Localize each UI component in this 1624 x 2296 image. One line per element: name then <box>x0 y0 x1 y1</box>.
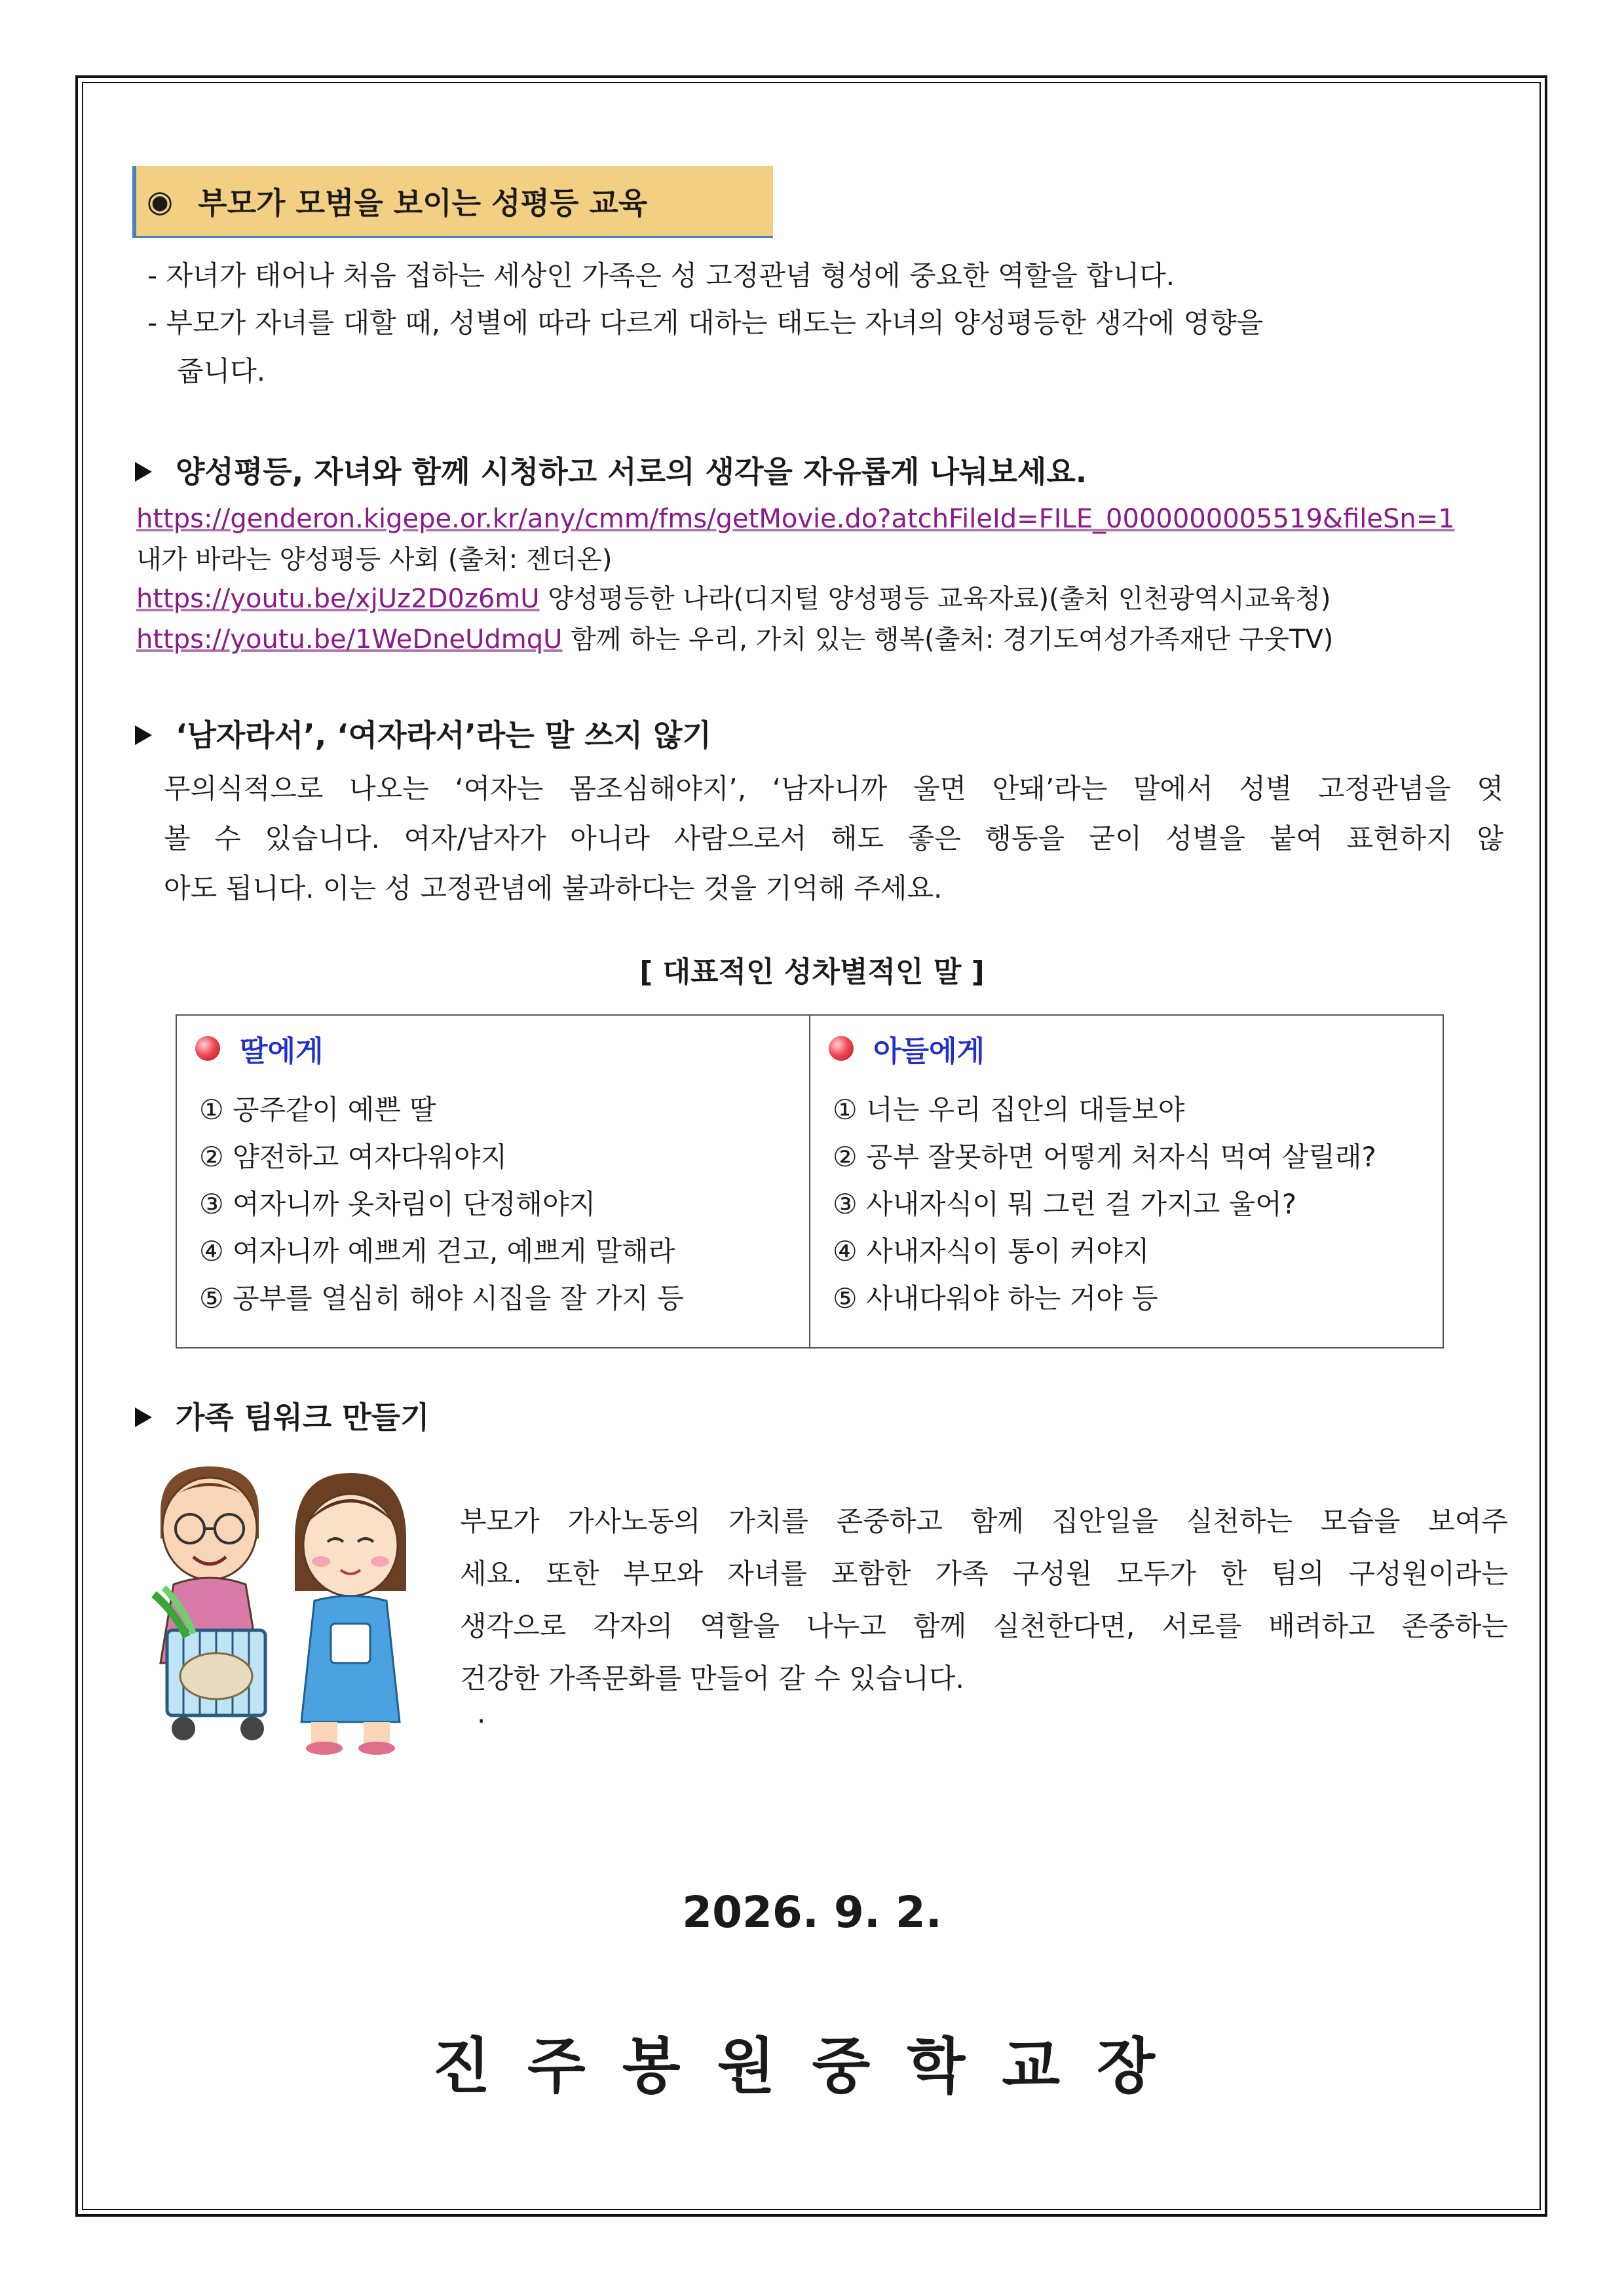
link2-caption: 양성평등한 나라(디지털 양성평등 교육자료)(출처 인천광역시교육청) <box>548 584 1331 614</box>
section2-body-line-3: 아도 됩니다. 이는 성 고정관념에 불과하다는 것을 기억해 주세요. <box>164 872 943 904</box>
principal-signature: 진주봉원중학교장 <box>432 2031 1192 2101</box>
section1-heading <box>135 454 1087 489</box>
triangle-right-icon <box>135 462 152 482</box>
son-item-2: ② 공부 잘못하면 어떻게 처자식 먹여 살릴래? <box>833 1141 1376 1173</box>
daughter-column <box>176 1015 810 1348</box>
son-item-5: ⑤ 사내다워야 하는 거야 등 <box>833 1282 1158 1314</box>
section3-body-line-2: 세요. 또한 부모와 자녀를 포함한 가족 구성원 모두가 한 팀의 구성원이라는 <box>460 1558 1508 1590</box>
section3-body-line-4: 건강한 가족문화를 만들어 갈 수 있습니다. <box>460 1662 964 1694</box>
family-illustration <box>147 1460 429 1755</box>
section-title-box <box>132 166 773 238</box>
section3-body <box>460 1495 1508 1705</box>
intro-line-1: - 자녀가 태어나 처음 접하는 세상인 가족은 성 고정관념 형성에 중요한 역할을 합니다. <box>147 259 1175 292</box>
document-date: 2026. 9. 2. <box>682 1887 942 1938</box>
intro-line-3: 줍니다. <box>177 355 266 387</box>
daughter-title: 딸에게 <box>240 1035 324 1068</box>
daughter-item-2: ② 얌전하고 여자다워야지 <box>199 1141 508 1173</box>
section2-body-line-1: 무의식적으로 나오는 ‘여자는 몸조심해야지’, ‘남자니까 울면 안돼’라는 말에서 성별 고정관념을 엿 <box>164 773 1503 805</box>
section-title: 부모가 모범을 보이는 성평등 교육 <box>198 185 648 221</box>
link-genderon[interactable]: https://genderon.kigepe.or.kr/any/cmm/fms/getMovie.do?atchFileId=FILE_0000000005519&fileSn=1 <box>136 504 1455 534</box>
link2-line <box>136 586 1331 612</box>
link-youtube-1[interactable]: https://youtu.be/xjUz2D0z6mU <box>136 584 540 614</box>
link-genderon-line <box>136 506 1455 532</box>
link3-line <box>136 626 1333 653</box>
daughter-item-5: ⑤ 공부를 열심히 해야 시집을 잘 가지 등 <box>199 1282 684 1314</box>
son-item-4: ④ 사내자식이 통이 커야지 <box>833 1235 1150 1267</box>
daughter-item-4: ④ 여자니까 예쁘게 걷고, 예쁘게 말해라 <box>199 1235 675 1267</box>
table-caption: [ 대표적인 성차별적인 말 ] <box>639 955 985 989</box>
triangle-right-icon <box>135 1407 152 1427</box>
son-column <box>810 1015 1443 1348</box>
red-ball-icon <box>829 1036 854 1061</box>
daughter-item-3: ③ 여자니까 옷차림이 단정해야지 <box>199 1188 596 1220</box>
link-youtube-2[interactable]: https://youtu.be/1WeDneUdmqU <box>136 624 563 655</box>
section3-body-line-1: 부모가 가사노동의 가치를 존중하고 함께 집안일을 실천하는 모습을 보여주 <box>460 1505 1508 1537</box>
circle-bullet-icon: ◉ <box>147 183 174 219</box>
section1-heading-text: 양성평등, 자녀와 함께 시청하고 서로의 생각을 자유롭게 나눠보세요. <box>176 454 1087 489</box>
section2-body-line-2: 볼 수 있습니다. 여자/남자가 아니라 사람으로서 해도 좋은 행동을 굳이 성별을 붙여 표현하지 않 <box>164 822 1503 854</box>
triangle-right-icon <box>135 725 152 745</box>
link3-caption: 함께 하는 우리, 가치 있는 행복(출처: 경기도여성가족재단 구웃TV) <box>571 624 1334 655</box>
intro-line-2: - 부모가 자녀를 대할 때, 성별에 따라 다르게 대하는 태도는 자녀의 양성평등한 생각에 영향을 <box>147 307 1264 339</box>
son-item-1: ① 너는 우리 집안의 대들보야 <box>833 1094 1185 1126</box>
section3-heading-text: 가족 팀워크 만들기 <box>176 1400 430 1435</box>
section3-heading <box>135 1400 430 1435</box>
gender-phrases-table <box>176 1014 1444 1349</box>
section2-body <box>164 764 1503 913</box>
son-title: 아들에게 <box>873 1035 985 1068</box>
son-item-3: ③ 사내자식이 뭐 그런 걸 가지고 울어? <box>833 1188 1297 1220</box>
section2-heading <box>135 718 711 753</box>
link1-caption: 내가 바라는 양성평등 사회 (출처: 젠더온) <box>136 545 613 575</box>
red-ball-icon <box>195 1036 220 1061</box>
trailing-dot: . <box>477 1697 486 1729</box>
section2-heading-text: ‘남자라서’, ‘여자라서’라는 말 쓰지 않기 <box>176 718 711 753</box>
section3-body-line-3: 생각으로 각자의 역할을 나누고 함께 실천한다면, 서로를 배려하고 존중하는 <box>460 1610 1508 1642</box>
daughter-item-1: ① 공주같이 예쁜 딸 <box>199 1094 436 1126</box>
